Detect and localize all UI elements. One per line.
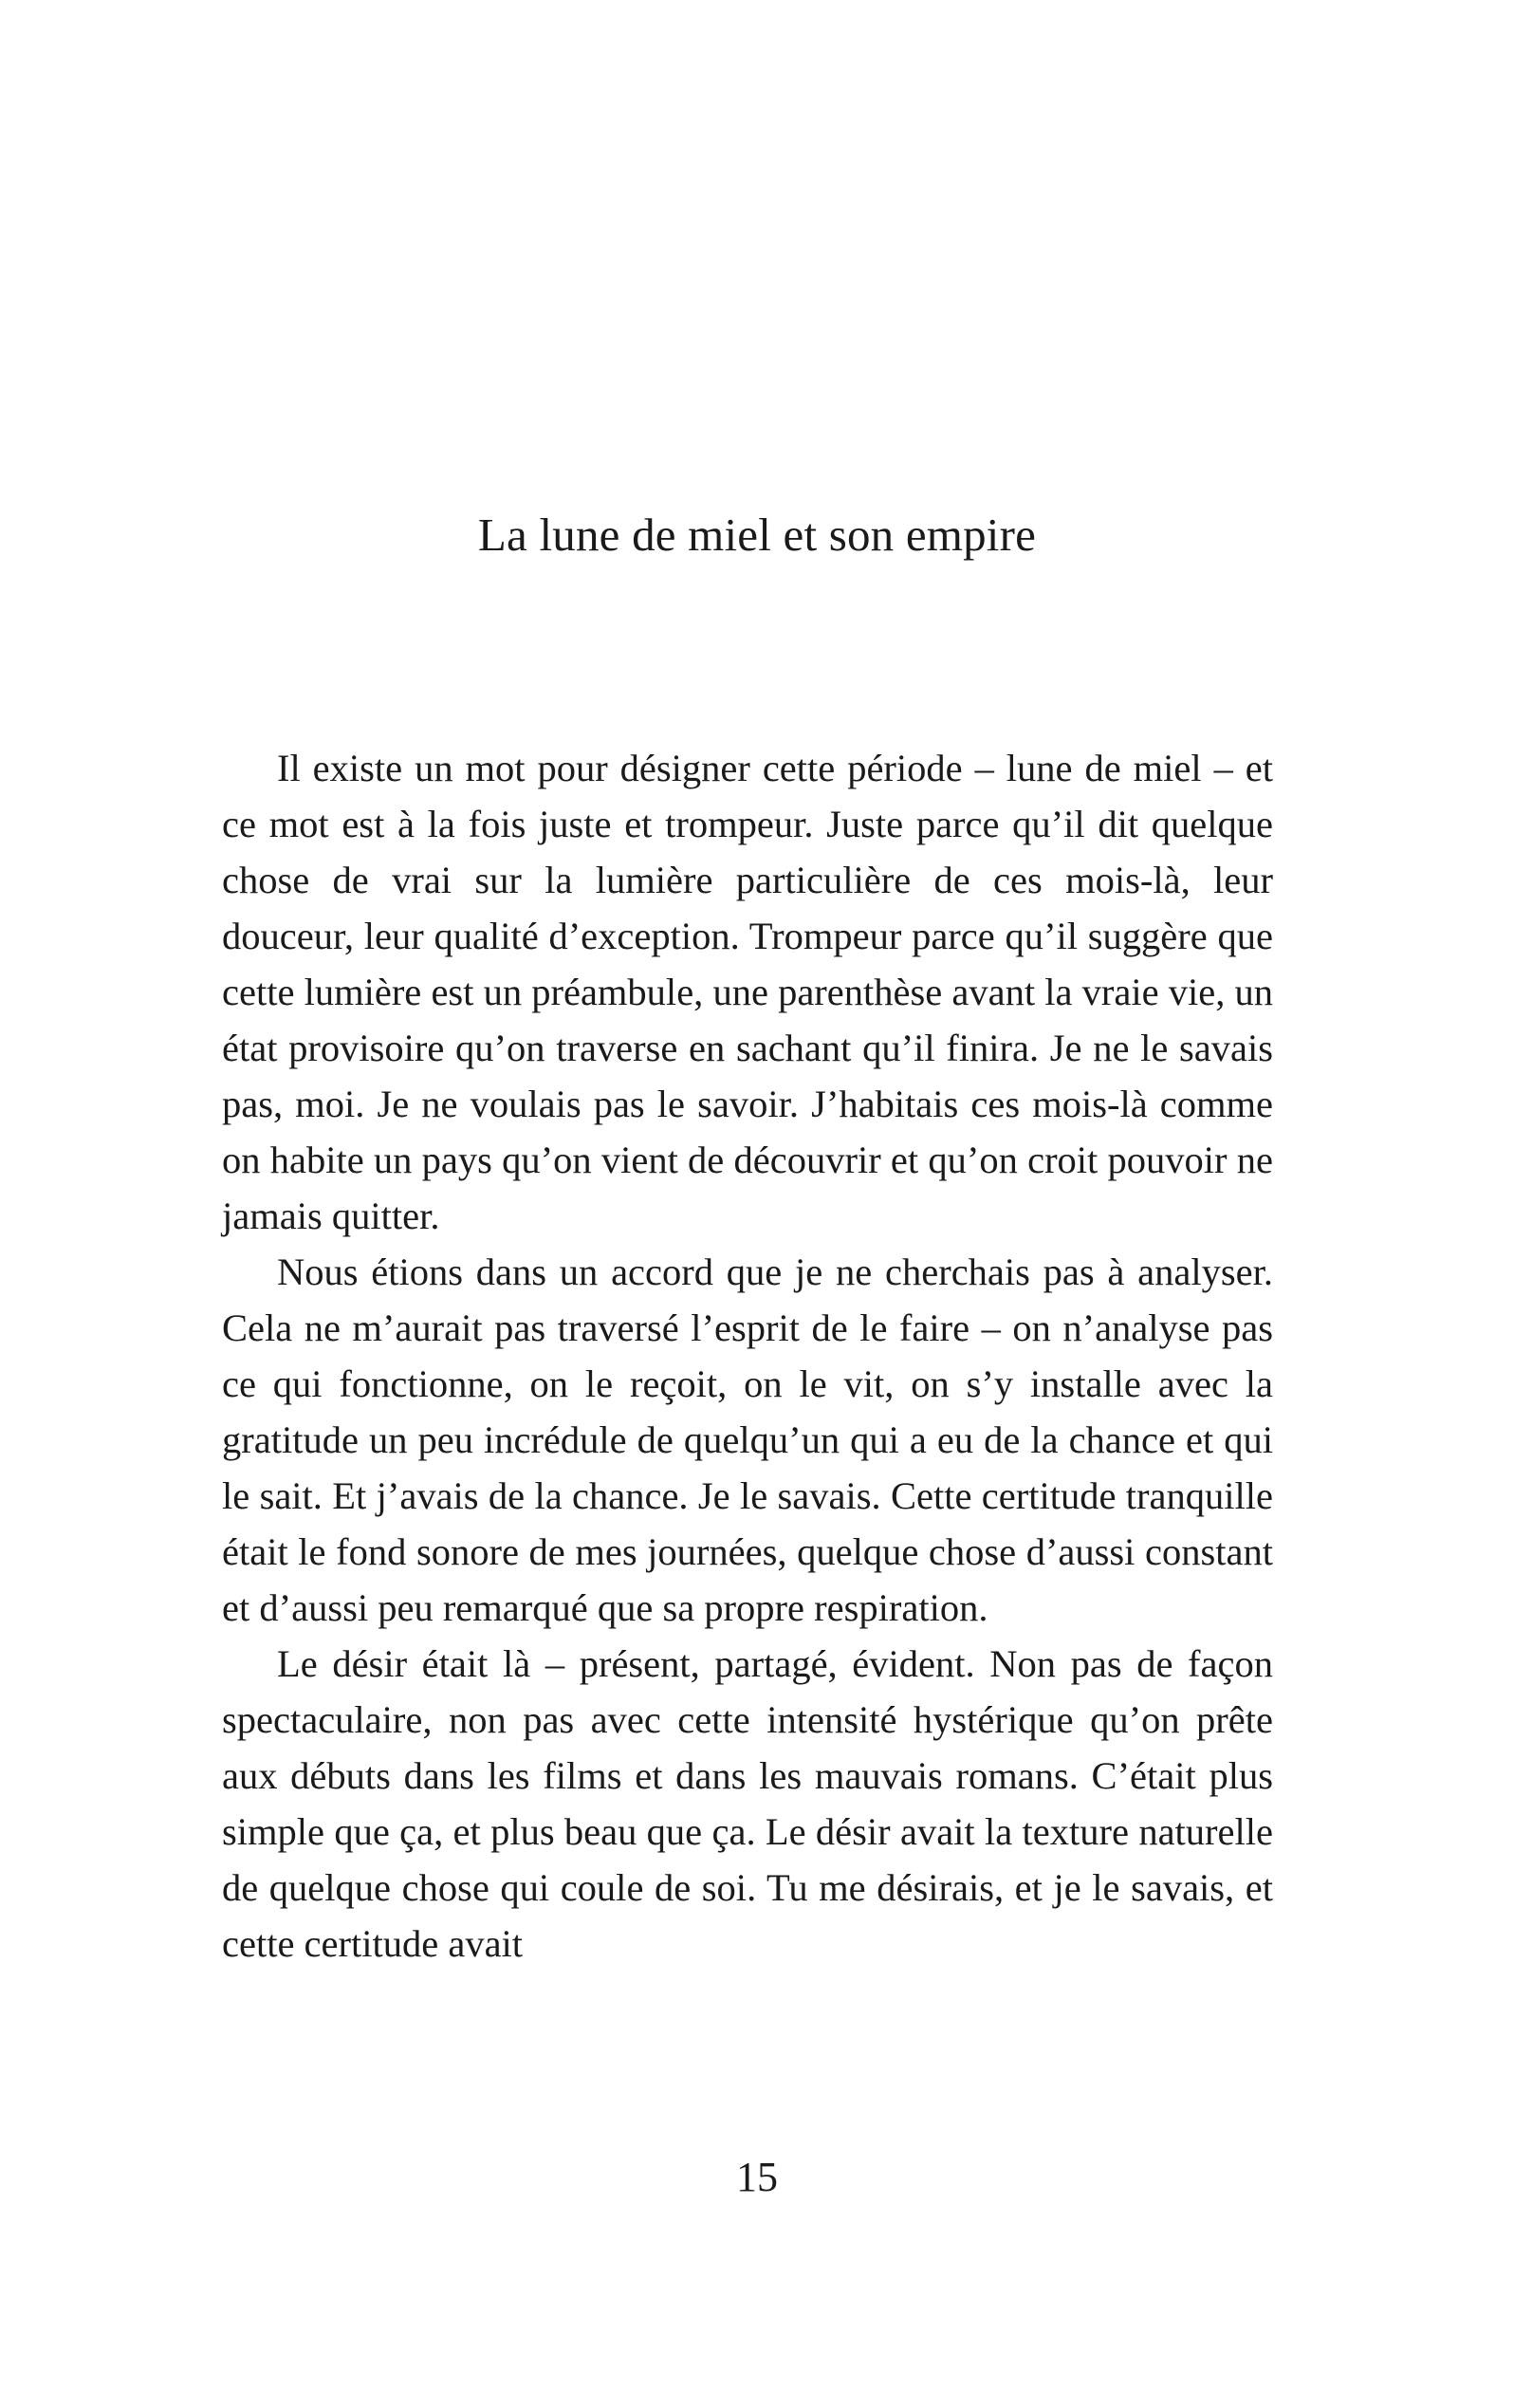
paragraph: Nous étions dans un accord que je ne cherchais pas à analyser. Cela ne m’aurait pas traversé l’esprit de le faire – on n’analyse pas ce qui fonctionne, on le reçoit, on le vit, on s’y installe avec la gratitude un peu incrédule de quelqu’un qui a eu de la chance et qui le sait. Et j’avais de la chance. Je le savais. Cette certitude tranquille était le fond sonore de mes journées, quelque chose d’aussi constant et d’aussi peu remarqué que sa propre respiration. — [222, 1250, 1273, 1629]
page-number: 15 — [736, 2154, 778, 2200]
paragraph: Le désir était là – présent, partagé, évident. Non pas de façon spectaculaire, non pas avec cette intensité hystérique qu’on prête aux débuts dans les films et dans les mauvais romans. C’était plus simple que ça, et plus beau que ça. Le désir avait la texture naturelle de quelque chose qui coule de soi. Tu me désirais, et je le savais, et cette certitude avait — [222, 1642, 1273, 1965]
paragraph: Il existe un mot pour désigner cette période – lune de miel – et ce mot est à la fois juste et trompeur. Juste parce qu’il dit quelque chose de vrai sur la lumière particulière de ces mois-là, leur douceur, leur qualité d’exception. Trompeur parce qu’il suggère que cette lumière est un préambule, une parenthèse avant la vraie vie, un état provisoire qu’on traverse en sachant qu’il finira. Je ne le savais pas, moi. Je ne voulais pas le savoir. J’habitais ces mois-là comme on habite un pays qu’on vient de découvrir et qu’on croit pouvoir ne jamais quitter. — [222, 747, 1273, 1237]
body-text — [222, 740, 1273, 1972]
chapter-title: La lune de miel et son empire — [477, 509, 1037, 561]
